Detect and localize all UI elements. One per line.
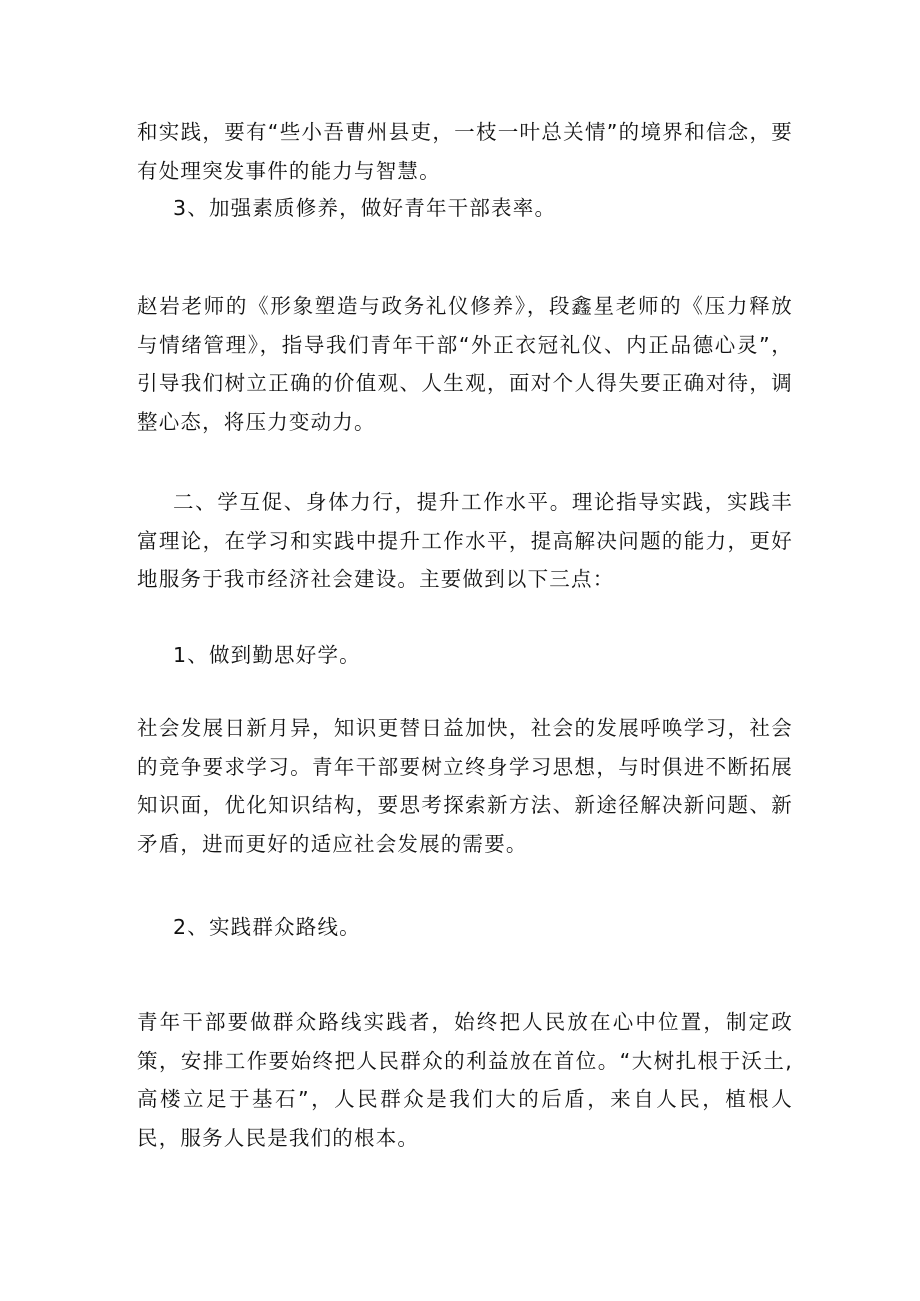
- paragraph-serve-people: 青年干部要做群众路线实践者，始终把人民放在心中位置，制定政策，安排工作要始终把人民群众的利益放在首位。“大树扎根于沃土,高楼立足于基石”，人民群众是我们大的后盾，来自人民，植根人民，服务人民是我们的根本。: [137, 1010, 793, 1150]
- subheading-strengthen-quality: 3、加强素质修养，做好青年干部表率。: [173, 196, 557, 220]
- paragraph-quality-courses: 赵岩老师的《形象塑造与政务礼仪修养》，段鑫星老师的《压力释放与情绪管理》，指导我们青年干部“外正衣冠礼仪、内正品德心灵”，引导我们树立正确的价值观、人生观，面对个人得失要正确对待，调整心态，将压力变动力。: [137, 294, 793, 434]
- section-heading-two: 二、学互促、身体力行，提升工作水平。理论指导实践，实践丰富理论，在学习和实践中提升工作水平，提高解决问题的能力，更好地服务于我市经济社会建设。主要做到以下三点：: [137, 490, 793, 591]
- paragraph-lifelong-learning: 社会发展日新月异，知识更替日益加快，社会的发展呼唤学习，社会的竞争要求学习。青年干部要树立终身学习思想，与时俱进不断拓展知识面，优化知识结构，要思考探索新方法、新途径解决新问题、新矛盾，进而更好的适应社会发展的需要。: [137, 716, 793, 856]
- subheading-study-diligently: 1、做到勤思好学。: [173, 643, 361, 667]
- paragraph-continuation: 和实践，要有“些小吾曹州县吏，一枝一叶总关情”的境界和信念，要有处理突发事件的能力与智慧。: [137, 120, 793, 183]
- subheading-mass-line: 2、实践群众路线。: [173, 915, 361, 939]
